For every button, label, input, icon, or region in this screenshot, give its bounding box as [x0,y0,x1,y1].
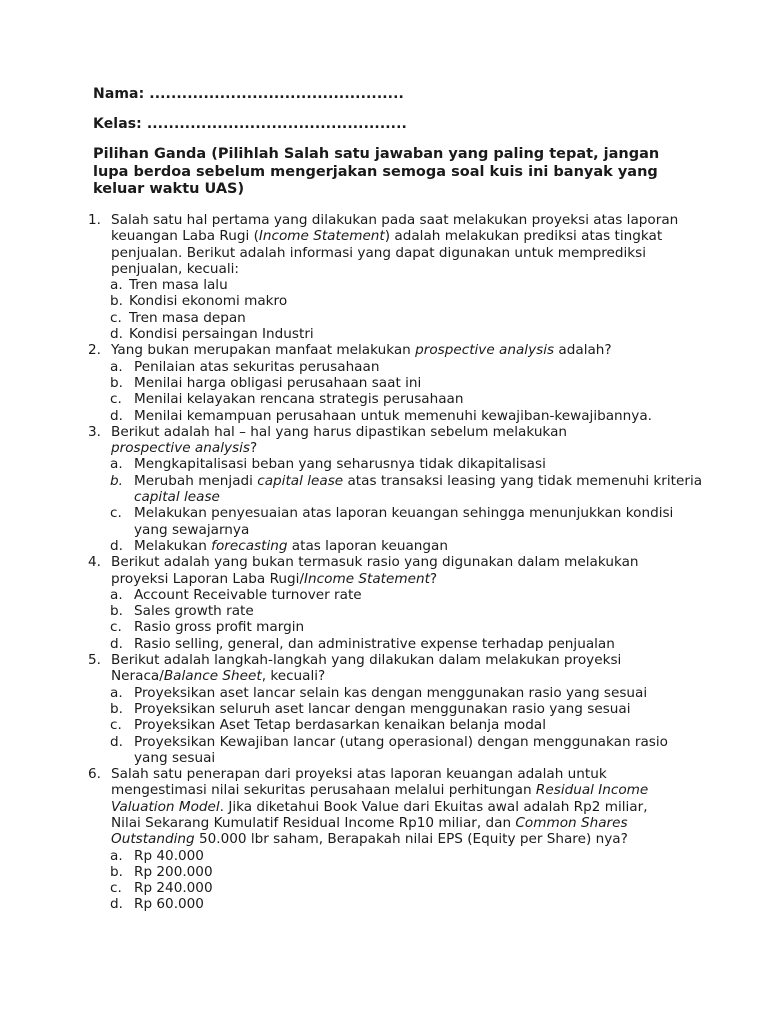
option-d: d. Rp 60.000 [110,896,204,913]
question-text: Salah satu hal pertama yang dilakukan pada saat melakukan proyeksi atas laporan keuangan Laba Rugi (Income Statement) adalah melakukan prediksi atas tingkat penjualan. Berikut adalah informasi yang dapat digunakan untuk memprediksi penjualan, kecuali: [111,212,679,277]
question-number: 1. [88,212,101,228]
option-c: c. Rp 240.000 [110,880,213,897]
option-d: d. Melakukan forecasting atas laporan keuangan [110,537,448,554]
option-d: d. Menilai kemampuan perusahaan untuk memenuhi kewajiban-kewajibannya. [110,407,652,424]
option-a: a. Proyeksikan aset lancar selain kas dengan menggunakan rasio yang sesuai [110,684,648,701]
question-3 [0,423,703,554]
option-a: a. Rp 40.000 [110,847,204,864]
class-field-line: Kelas: ................................................ [93,116,407,132]
option-a: a. Penilaian atas sekuritas perusahaan [110,358,380,375]
question-number: 4. [88,554,101,571]
option-a: a. Tren masa lalu [110,277,228,294]
option-c: c. Melakukan penyesuaian atas laporan keuangan sehingga menunjukkan kondisi yang sewajarnya [110,505,674,538]
question-5 [0,652,681,766]
option-d: d. Proyeksikan Kewajiban lancar (utang operasional) dengan menggunakan rasio yang sesuai [110,733,668,766]
name-field-line: Nama: ............................................... [93,86,404,102]
option-b: b. Sales growth rate [110,603,254,620]
instruction-text: Pilihan Ganda (Pilihlah Salah satu jawaban yang paling tepat, jangan lupa berdoa sebelum mengerjakan semoga soal kuis ini banyak yang keluar waktu UAS) [93,146,660,197]
question-4 [0,554,681,652]
question-text: Berikut adalah yang bukan termasuk rasio yang digunakan dalam melakukan proyeksi Laporan Laba Rugi/Income Statement? [111,554,639,587]
option-a: a. Account Receivable turnover rate [110,586,362,603]
question-1 [0,212,681,342]
question-number: 3. [88,423,101,440]
option-a: a. Mengkapitalisasi beban yang seharusnya tidak dikapitalisasi [110,456,546,473]
question-text: Salah satu penerapan dari proyeksi atas laporan keuangan adalah untuk mengestimasi nilai sekuritas perusahaan melalui perhitungan Residual Income Valuation Model. Jika diketahui Book Value dari Ekuitas awal adalah Rp2 miliar, Nilai Sekarang Kumulatif Residual Income Rp10 miliar, dan Common Shares Outstanding 50.000 lbr saham, Berapakah nilai EPS (Equity per Share) nya? [111,766,649,848]
question-number: 2. [88,342,101,359]
option-b: b. Rp 200.000 [110,863,213,880]
question-text: Berikut adalah langkah-langkah yang dilakukan dalam melakukan proyeksi Neraca/Balance Sheet, kecuali? [111,652,622,685]
question-number: 6. [88,766,101,783]
option-c: c. Tren masa depan [110,309,246,326]
question-6 [0,766,681,913]
option-b: b. Menilai harga obligasi perusahaan saat ini [110,374,422,391]
question-text: Berikut adalah hal – hal yang harus dipastikan sebelum melakukan prospective analysis? [111,423,568,457]
option-c: c. Proyeksikan Aset Tetap berdasarkan kenaikan belanja modal [110,717,546,734]
question-number: 5. [88,652,101,669]
option-d: d. Rasio selling, general, dan administrative expense terhadap penjualan [110,635,615,652]
option-b: b. Proyeksikan seluruh aset lancar dengan menggunakan rasio yang sesuai [110,700,631,717]
option-d: d. Kondisi persaingan Industri [110,326,314,343]
option-c: c. Menilai kelayakan rencana strategis perusahaan [110,391,464,408]
option-b: b. Kondisi ekonomi makro [110,293,288,310]
question-list [0,212,768,913]
option-b: b. Merubah menjadi capital lease atas transaksi leasing yang tidak memenuhi kriteria capital lease [110,472,703,506]
option-c: c. Rasio gross profit margin [110,619,305,636]
question-text: Yang bukan merupakan manfaat melakukan prospective analysis adalah? [111,342,612,359]
question-2 [0,342,681,423]
